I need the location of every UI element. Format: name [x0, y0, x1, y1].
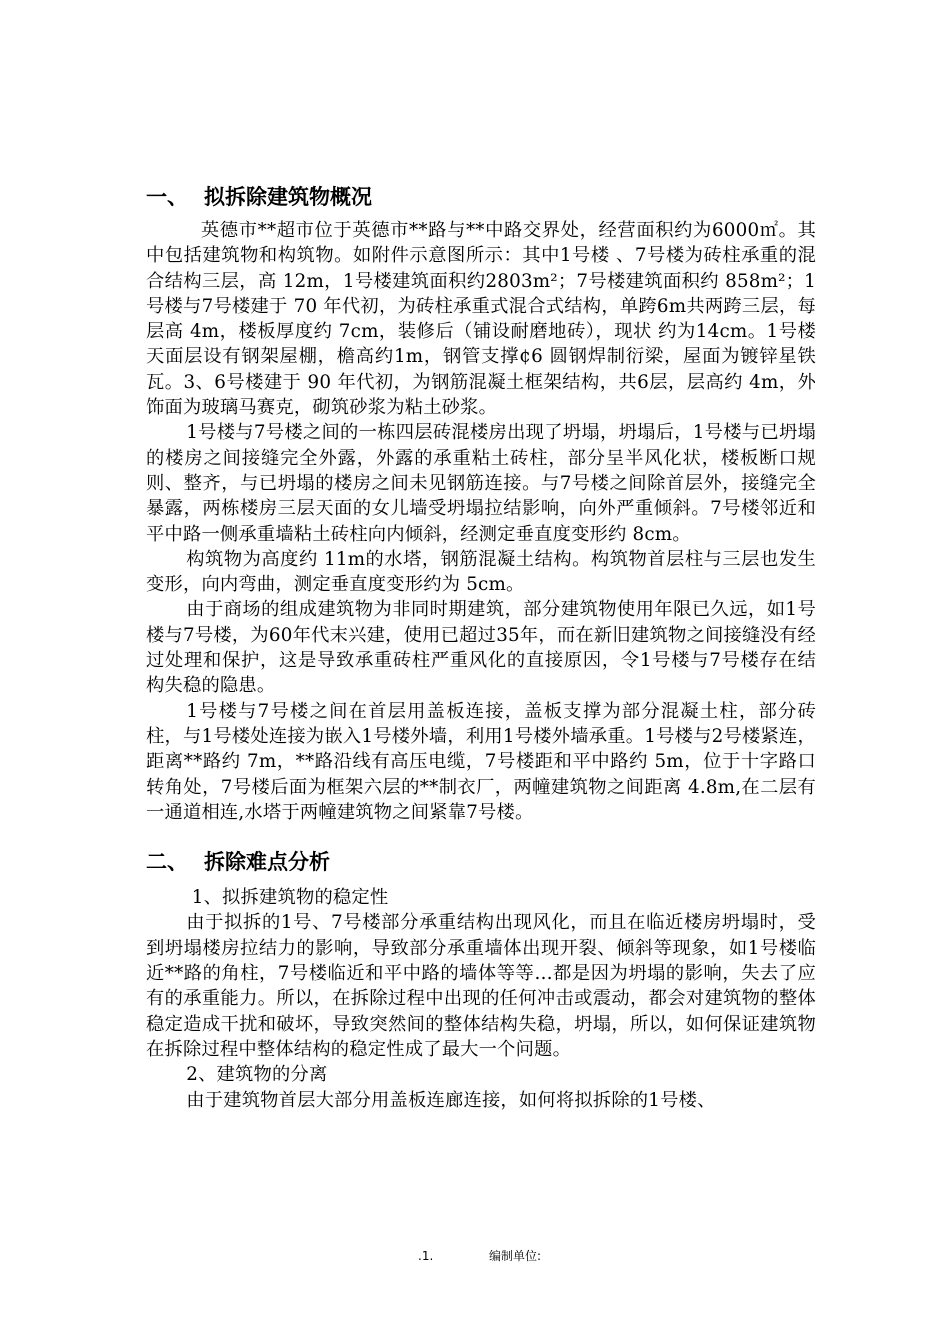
- section-heading-2: [146, 847, 816, 877]
- paragraph: 由于商场的组成建筑物为非同时期建筑，部分建筑物使用年限已久远，如1号楼与7号楼，为60年代末兴建，使用已超过35年，而在新旧建筑物之间接缝没有经过处理和保护，这是导致承重砖柱严重风化的直接原因，令1号楼与7号楼存在结构失稳的隐患。: [146, 599, 816, 697]
- section-title: 拟拆除建筑物概况: [204, 185, 372, 209]
- paragraph: 构筑物为高度约 11m的水塔，钢筋混凝土结构。构筑物首层柱与三层也发生变形，向内弯曲，测定垂直度变形约为 5cm。: [146, 548, 816, 596]
- paragraph: 英德市**超市位于英德市**路与**中路交界处，经营面积约为6000㎡。其中包括建筑物和构筑物。如附件示意图所示：其中1号楼 、7号楼为砖柱承重的混合结构三层，高 12m，1号楼建筑面积约2803m²；7号楼建筑面积约 858m²；1号楼与7号楼建于 70 年代初，为砖柱承重式混合式结构，单跨6m共两跨三层，每层高 4m，楼板厚度约 7cm，装修后（铺设耐磨地砖），现状 约为14cm。1号楼天面层设有钢架屋棚，檐高约1m，钢管支撑¢6 圆钢焊制衍梁，屋面为镀锌星铁瓦。3、6号楼建于 90 年代初，为钢筋混凝土框架结构，共6层，层高约 4m，外饰面为玻璃马赛克，砌筑砂浆为粘土砂浆。: [146, 220, 816, 419]
- section-heading-1: [146, 182, 816, 212]
- footer-unit-label: 编制单位:: [489, 1249, 542, 1263]
- section-number: 一、: [146, 185, 188, 209]
- paragraph: 由于建筑物首层大部分用盖板连廊连接，如何将拟拆除的1号楼、: [186, 1089, 716, 1111]
- paragraph: 1号楼与7号楼之间的一栋四层砖混楼房出现了坍塌，坍塌后，1号楼与已坍塌的楼房之间接缝完全外露，外露的承重粘土砖柱，部分呈半风化状，楼板断口规则、整齐，与已坍塌的楼房之间未见钢筋连接。与7号楼之间除首层外，接缝完全暴露，两栋楼房三层天面的女儿墙受坍塌拉结影响，向外严重倾斜。7号楼邻近和平中路一侧承重墙粘土砖柱向内倾斜，经测定垂直度变形约 8cm。: [146, 422, 816, 545]
- subsection-title: 1、拟拆建筑物的稳定性: [191, 887, 389, 909]
- section-number: 二、: [146, 850, 188, 875]
- subsection-title: 2、建筑物的分离: [186, 1064, 328, 1086]
- paragraph: 1号楼与7号楼之间在首层用盖板连接，盖板支撑为部分混凝土柱，部分砖柱，与1号楼处连接为嵌入1号楼外墙，利用1号楼外墙承重。1号楼与2号楼紧连，距离**路约 7m，**路沿线有高压电缆，7号楼距和平中路约 5m，位于十字路口转角处，7号楼后面为框架六层的**制衣厂，两幢建筑物之间距离 4.8m,在二层有一通道相连,水塔于两幢建筑物之间紧靠7号楼。: [146, 700, 816, 823]
- document-body: [146, 182, 816, 1113]
- page-number: .1.: [418, 1249, 434, 1263]
- paragraph: 由于拟拆的1号、7号楼部分承重结构出现风化，而且在临近楼房坍塌时，受到坍塌楼房拉结力的影响，导致部分承重墙体出现开裂、倾斜等现象，如1号楼临近**路的角柱，7号楼临近和平中路的墙体等等…都是因为坍塌的影响，失去了应有的承重能力。所以，在拆除过程中出现的任何冲击或震动，都会对建筑物的整体稳定造成干扰和破坏，导致突然间的整体结构失稳，坍塌，所以，如何保证建筑物在拆除过程中整体结构的稳定性成了最大一个问题。: [146, 912, 816, 1060]
- section-title: 拆除难点分析: [204, 850, 330, 875]
